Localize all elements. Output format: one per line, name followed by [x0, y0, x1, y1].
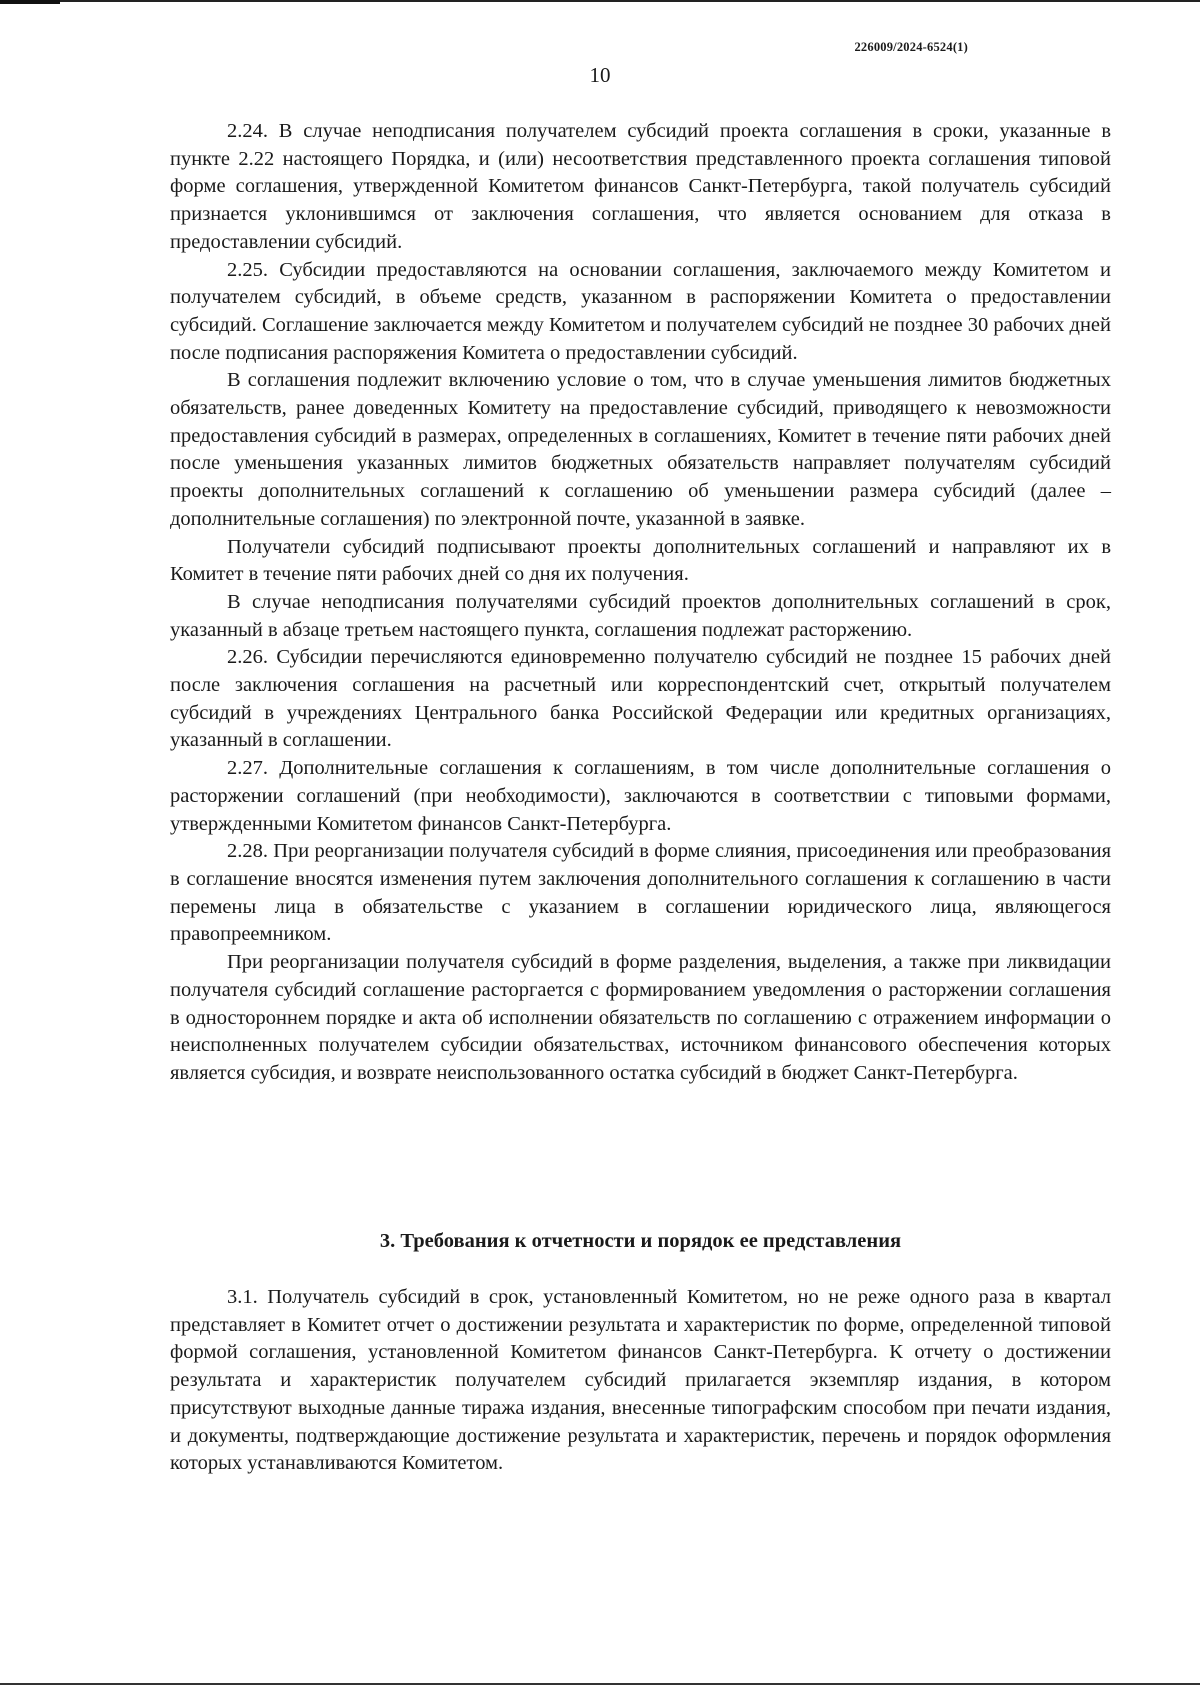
section-3-heading: 3. Требования к отчетности и порядок ее представления [379, 1230, 902, 1252]
paragraph-2-27: 2.27. Дополнительные соглашения к соглашениям, в том числе дополнительные соглашения о расторжении соглашений (при необходимости), заключаются в соответствии с типовыми формами, утвержденными Комитетом финансов Санкт-Петербурга. [170, 757, 1111, 835]
paragraph-3-1: 3.1. Получатель субсидий в срок, установленный Комитетом, но не реже одного раза в квартал представляет в Комитет отчет о достижении результата и характеристик по форме, определенной типовой формой соглашения, установленной Комитетом финансов Санкт-Петербурга. К отчету о достижении результата и характеристик получателем субсидий прилагается экземпляр издания, в котором присутствуют выходные данные тиража издания, внесенные типографским способом при печати издания, и документы, подтверждающие достижение результата и характеристик, перечень и порядок оформления которых устанавливаются Комитетом. [170, 1286, 1111, 1475]
section-3-body [170, 1284, 1111, 1478]
paragraph-2-24: 2.24. В случае неподписания получателем субсидий проекта соглашения в сроки, указанные в пункте 2.22 настоящего Порядка, и (или) несоответствия представленного проекта соглашения типовой форме соглашения, утвержденной Комитетом финансов Санкт-Петербурга, такой получатель субсидий признается уклонившимся от заключения соглашения, что является основанием для отказа в предоставлении субсидий. [170, 120, 1111, 253]
scan-edge-bottom [0, 1683, 1200, 1685]
scan-edge-top-left-mark [0, 0, 60, 4]
paragraph-2-28-liquidation: При реорганизации получателя субсидий в форме разделения, выделения, а также при ликвидации получателя субсидий соглашение расторгается с формированием уведомления о расторжении соглашения в одностороннем порядке и акта об исполнении обязательств по соглашению с отражением информации о неисполненных получателем субсидии обязательствах, источником финансового обеспечения которых является субсидия, и возврате неиспользованного остатка субсидий в бюджет Санкт-Петербурга. [170, 951, 1111, 1084]
paragraph-2-26: 2.26. Субсидии перечисляются единовременно получателю субсидий не позднее 15 рабочих дней после заключения соглашения на расчетный или корреспондентский счет, открытый получателем субсидий в учреждениях Центрального банка Российской Федерации или кредитных организациях, указанный в соглашении. [170, 646, 1111, 752]
document-body [170, 118, 1111, 1088]
paragraph-2-25-limits: В соглашения подлежит включению условие о том, что в случае уменьшения лимитов бюджетных обязательств, ранее доведенных Комитету на предоставление субсидий, приводящего к невозможности предоставления субсидий в размерах, определенных в соглашениях, Комитет в течение пяти рабочих дней после уменьшения указанных лимитов бюджетных обязательств направляет получателям субсидий проекты дополнительных соглашений к соглашению об уменьшении размера субсидий (далее – дополнительные соглашения) по электронной почте, указанной в заявке. [170, 369, 1111, 530]
paragraph-2-25: 2.25. Субсидии предоставляются на основании соглашения, заключаемого между Комитетом и получателем субсидий, в объеме средств, указанном в распоряжении Комитета о предоставлении субсидий. Соглашение заключается между Комитетом и получателем субсидий не позднее 30 рабочих дней после подписания распоряжения Комитета о предоставлении субсидий. [170, 258, 1111, 364]
paragraph-2-25-signing: Получатели субсидий подписывают проекты дополнительных соглашений и направляют их в Комитет в течение пяти рабочих дней со дня их получения. [170, 535, 1111, 586]
paragraph-2-25-termination: В случае неподписания получателями субсидий проектов дополнительных соглашений в срок, указанный в абзаце третьем настоящего пункта, соглашения подлежат расторжению. [170, 590, 1111, 641]
document-registration-number: 226009/2024-6524(1) [854, 40, 968, 54]
paragraph-2-28: 2.28. При реорганизации получателя субсидий в форме слияния, присоединения или преобразования в соглашение вносятся изменения путем заключения дополнительного соглашения к соглашению в части перемены лица в обязательстве с указанием в соглашении юридического лица, являющегося правопреемником. [170, 840, 1111, 946]
scan-edge-top [0, 0, 1200, 2]
page-number: 10 [589, 63, 611, 87]
